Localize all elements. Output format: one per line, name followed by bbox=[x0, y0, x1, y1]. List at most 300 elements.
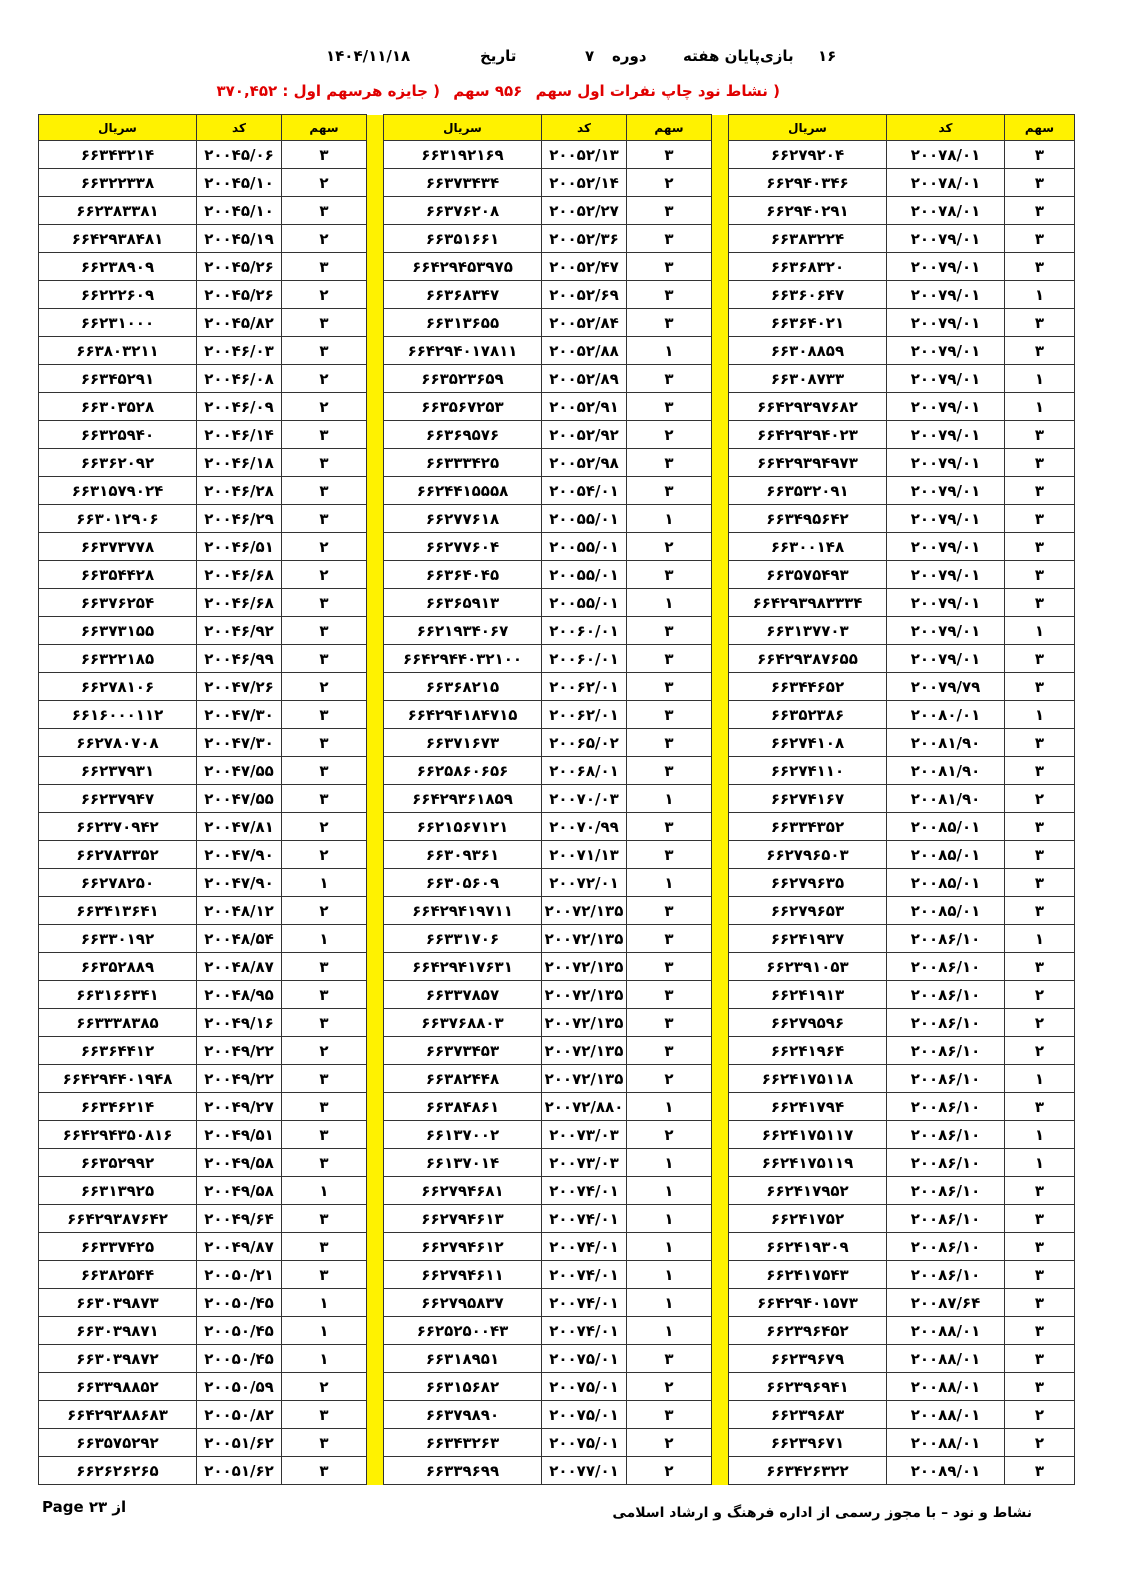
col-header-share: سهم bbox=[1005, 115, 1075, 141]
cell-serial: ۶۶۱۳۷۰۰۲ bbox=[384, 1121, 542, 1149]
cell-serial: ۶۶۴۲۹۳۸۸۶۸۳ bbox=[39, 1401, 197, 1429]
cell-code: ۲۰۰۷۹/۰۱ bbox=[887, 309, 1005, 337]
cell-serial: ۶۶۳۴۵۲۹۱ bbox=[39, 365, 197, 393]
table-row bbox=[39, 309, 1075, 337]
col-header-share: سهم bbox=[282, 115, 367, 141]
cell-share: ۲ bbox=[282, 365, 367, 393]
cell-share: ۲ bbox=[282, 1037, 367, 1065]
column-separator bbox=[367, 365, 384, 393]
cell-code: ۲۰۰۶۵/۰۲ bbox=[542, 729, 627, 757]
cell-share: ۳ bbox=[1005, 449, 1075, 477]
table-row bbox=[39, 169, 1075, 197]
cell-code: ۲۰۰۸۶/۱۰ bbox=[887, 981, 1005, 1009]
cell-share: ۳ bbox=[627, 309, 712, 337]
cell-code: ۲۰۰۷۹/۰۱ bbox=[887, 589, 1005, 617]
cell-serial: ۶۶۳۵۴۴۲۸ bbox=[39, 561, 197, 589]
cell-serial: ۶۶۴۲۹۳۹۷۶۸۲ bbox=[729, 393, 887, 421]
cell-code: ۲۰۰۸۶/۱۰ bbox=[887, 1009, 1005, 1037]
column-separator bbox=[367, 1429, 384, 1457]
column-separator bbox=[712, 729, 729, 757]
column-separator bbox=[712, 1149, 729, 1177]
column-separator bbox=[712, 1457, 729, 1485]
cell-serial: ۶۶۲۷۴۱۶۷ bbox=[729, 785, 887, 813]
cell-code: ۲۰۰۴۸/۸۷ bbox=[197, 953, 282, 981]
cell-serial: ۶۶۴۲۹۴۱۸۴۷۱۵ bbox=[384, 701, 542, 729]
cell-code: ۲۰۰۴۶/۰۳ bbox=[197, 337, 282, 365]
cell-share: ۳ bbox=[1005, 169, 1075, 197]
cell-share: ۳ bbox=[1005, 253, 1075, 281]
cell-serial: ۶۶۳۲۲۳۳۸ bbox=[39, 169, 197, 197]
cell-share: ۳ bbox=[282, 1233, 367, 1261]
cell-serial: ۶۶۳۶۰۶۴۷ bbox=[729, 281, 887, 309]
cell-share: ۲ bbox=[282, 897, 367, 925]
column-separator bbox=[367, 1093, 384, 1121]
col-header-serial: سریال bbox=[729, 115, 887, 141]
cell-serial: ۶۶۲۴۱۷۹۴ bbox=[729, 1093, 887, 1121]
column-separator bbox=[712, 365, 729, 393]
cell-code: ۲۰۰۵۱/۶۲ bbox=[197, 1457, 282, 1485]
cell-serial: ۶۶۳۴۹۵۶۴۲ bbox=[729, 505, 887, 533]
cell-serial: ۶۶۲۲۲۶۰۹ bbox=[39, 281, 197, 309]
cell-share: ۳ bbox=[1005, 841, 1075, 869]
table-row bbox=[39, 925, 1075, 953]
cell-serial: ۶۶۳۸۴۸۶۱ bbox=[384, 1093, 542, 1121]
table-row bbox=[39, 1177, 1075, 1205]
cell-share: ۱ bbox=[1005, 617, 1075, 645]
cell-share: ۳ bbox=[282, 1261, 367, 1289]
cell-share: ۳ bbox=[1005, 141, 1075, 169]
column-separator bbox=[712, 281, 729, 309]
cell-code: ۲۰۰۸۱/۹۰ bbox=[887, 757, 1005, 785]
column-separator bbox=[367, 1457, 384, 1485]
cell-share: ۳ bbox=[282, 1429, 367, 1457]
cell-serial: ۶۶۳۳۹۸۸۵۲ bbox=[39, 1373, 197, 1401]
cell-serial: ۶۶۲۳۷۹۴۷ bbox=[39, 785, 197, 813]
cell-serial: ۶۶۳۵۲۸۸۹ bbox=[39, 953, 197, 981]
cell-code: ۲۰۰۴۸/۵۴ bbox=[197, 925, 282, 953]
column-separator bbox=[367, 449, 384, 477]
table-row bbox=[39, 1233, 1075, 1261]
cell-share: ۳ bbox=[627, 729, 712, 757]
cell-code: ۲۰۰۷۹/۰۱ bbox=[887, 253, 1005, 281]
cell-code: ۲۰۰۵۱/۶۲ bbox=[197, 1429, 282, 1457]
cell-share: ۲ bbox=[1005, 1401, 1075, 1429]
table-row bbox=[39, 1401, 1075, 1429]
cell-serial: ۶۶۲۷۹۴۶۱۲ bbox=[384, 1233, 542, 1261]
cell-share: ۳ bbox=[282, 953, 367, 981]
cell-share: ۳ bbox=[1005, 1317, 1075, 1345]
cell-code: ۲۰۰۴۶/۲۹ bbox=[197, 505, 282, 533]
column-separator bbox=[367, 925, 384, 953]
cell-code: ۲۰۰۴۹/۱۶ bbox=[197, 1009, 282, 1037]
cell-code: ۲۰۰۷۴/۰۱ bbox=[542, 1177, 627, 1205]
cell-serial: ۶۶۴۲۹۴۰۱۵۷۳ bbox=[729, 1289, 887, 1317]
cell-serial: ۶۶۳۱۶۶۳۴۱ bbox=[39, 981, 197, 1009]
cell-share: ۳ bbox=[1005, 869, 1075, 897]
column-separator bbox=[712, 1317, 729, 1345]
cell-serial: ۶۶۳۰۱۲۹۰۶ bbox=[39, 505, 197, 533]
cell-share: ۲ bbox=[282, 813, 367, 841]
prize-info-title: ( نشاط نود چاپ نفرات اول سهم bbox=[535, 82, 780, 100]
table-row bbox=[39, 869, 1075, 897]
cell-share: ۲ bbox=[282, 393, 367, 421]
cell-share: ۳ bbox=[627, 813, 712, 841]
cell-share: ۲ bbox=[1005, 981, 1075, 1009]
cell-share: ۱ bbox=[627, 785, 712, 813]
cell-serial: ۶۶۳۴۲۶۳۲۲ bbox=[729, 1457, 887, 1485]
table-header-row bbox=[39, 115, 1075, 141]
column-separator bbox=[367, 225, 384, 253]
table-row bbox=[39, 785, 1075, 813]
cell-code: ۲۰۰۵۵/۰۱ bbox=[542, 561, 627, 589]
cell-share: ۱ bbox=[282, 1317, 367, 1345]
table-body bbox=[39, 141, 1075, 1485]
cell-code: ۲۰۰۸۱/۹۰ bbox=[887, 785, 1005, 813]
cell-code: ۲۰۰۷۸/۰۱ bbox=[887, 141, 1005, 169]
cell-serial: ۶۶۲۱۵۶۷۱۲۱ bbox=[384, 813, 542, 841]
cell-serial: ۶۶۳۶۴۴۱۲ bbox=[39, 1037, 197, 1065]
column-separator bbox=[712, 1261, 729, 1289]
cell-share: ۳ bbox=[627, 1345, 712, 1373]
cell-serial: ۶۶۳۳۱۷۰۶ bbox=[384, 925, 542, 953]
cell-code: ۲۰۰۸۶/۱۰ bbox=[887, 1065, 1005, 1093]
column-separator bbox=[367, 115, 384, 141]
cell-share: ۳ bbox=[627, 673, 712, 701]
cell-share: ۱ bbox=[282, 1289, 367, 1317]
col-header-serial: سریال bbox=[39, 115, 197, 141]
cell-share: ۳ bbox=[282, 505, 367, 533]
cell-serial: ۶۶۲۳۷۹۳۱ bbox=[39, 757, 197, 785]
table-row bbox=[39, 1317, 1075, 1345]
cell-serial: ۶۶۳۷۳۱۵۵ bbox=[39, 617, 197, 645]
cell-serial: ۶۶۴۲۹۳۹۸۳۳۳۴ bbox=[729, 589, 887, 617]
table-row bbox=[39, 1037, 1075, 1065]
cell-serial: ۶۶۲۷۹۴۶۱۱ bbox=[384, 1261, 542, 1289]
table-row bbox=[39, 1457, 1075, 1485]
cell-serial: ۶۶۲۳۹۶۷۱ bbox=[729, 1429, 887, 1457]
column-separator bbox=[367, 617, 384, 645]
column-separator bbox=[712, 1009, 729, 1037]
cell-serial: ۶۶۳۷۱۶۷۳ bbox=[384, 729, 542, 757]
cell-serial: ۶۶۴۲۹۳۶۱۸۵۹ bbox=[384, 785, 542, 813]
column-separator bbox=[367, 1121, 384, 1149]
cell-serial: ۶۶۳۵۶۷۲۵۳ bbox=[384, 393, 542, 421]
column-separator bbox=[367, 813, 384, 841]
cell-code: ۲۰۰۸۵/۰۱ bbox=[887, 813, 1005, 841]
cell-serial: ۶۶۲۴۴۱۵۵۵۸ bbox=[384, 477, 542, 505]
cell-serial: ۶۶۲۷۸۱۰۶ bbox=[39, 673, 197, 701]
cell-share: ۲ bbox=[1005, 1429, 1075, 1457]
cell-share: ۲ bbox=[627, 1065, 712, 1093]
cell-serial: ۶۶۲۵۸۶۰۶۵۶ bbox=[384, 757, 542, 785]
cell-code: ۲۰۰۸۷/۶۴ bbox=[887, 1289, 1005, 1317]
cell-share: ۳ bbox=[627, 925, 712, 953]
cell-serial: ۶۶۳۷۹۸۹۰ bbox=[384, 1401, 542, 1429]
cell-share: ۱ bbox=[627, 1177, 712, 1205]
cell-code: ۲۰۰۵۰/۸۲ bbox=[197, 1401, 282, 1429]
table-row bbox=[39, 421, 1075, 449]
cell-code: ۲۰۰۷۹/۰۱ bbox=[887, 365, 1005, 393]
table-row bbox=[39, 757, 1075, 785]
cell-serial: ۶۶۲۳۸۳۳۸۱ bbox=[39, 197, 197, 225]
cell-code: ۲۰۰۵۵/۰۱ bbox=[542, 589, 627, 617]
cell-share: ۳ bbox=[282, 253, 367, 281]
cell-code: ۲۰۰۵۲/۱۴ bbox=[542, 169, 627, 197]
cell-share: ۳ bbox=[627, 477, 712, 505]
column-separator bbox=[712, 1429, 729, 1457]
cell-serial: ۶۶۳۰۰۱۴۸ bbox=[729, 533, 887, 561]
column-separator bbox=[712, 701, 729, 729]
column-separator bbox=[712, 421, 729, 449]
table-row bbox=[39, 701, 1075, 729]
cell-serial: ۶۶۲۴۱۷۵۴۳ bbox=[729, 1261, 887, 1289]
table-row bbox=[39, 337, 1075, 365]
cell-share: ۳ bbox=[1005, 561, 1075, 589]
column-separator bbox=[367, 561, 384, 589]
cell-serial: ۶۶۳۵۲۳۶۵۹ bbox=[384, 365, 542, 393]
cell-serial: ۶۶۳۴۶۲۱۴ bbox=[39, 1093, 197, 1121]
cell-share: ۳ bbox=[1005, 533, 1075, 561]
column-separator bbox=[367, 141, 384, 169]
cell-code: ۲۰۰۷۲/۱۳۵ bbox=[542, 1037, 627, 1065]
cell-code: ۲۰۰۴۵/۱۹ bbox=[197, 225, 282, 253]
license-footer: نشاط و نود – با مجوز رسمی از اداره فرهنگ و ارشاد اسلامی bbox=[612, 1505, 1032, 1521]
column-separator bbox=[367, 981, 384, 1009]
column-separator bbox=[712, 1401, 729, 1429]
cell-share: ۱ bbox=[627, 1149, 712, 1177]
cell-share: ۲ bbox=[627, 533, 712, 561]
cell-code: ۲۰۰۴۷/۵۵ bbox=[197, 785, 282, 813]
cell-code: ۲۰۰۴۶/۱۸ bbox=[197, 449, 282, 477]
cell-code: ۲۰۰۷۹/۰۱ bbox=[887, 533, 1005, 561]
column-separator bbox=[367, 645, 384, 673]
cell-serial: ۶۶۳۳۷۴۲۵ bbox=[39, 1233, 197, 1261]
cell-code: ۲۰۰۴۷/۹۰ bbox=[197, 841, 282, 869]
cell-share: ۱ bbox=[1005, 365, 1075, 393]
cell-code: ۲۰۰۷۳/۰۳ bbox=[542, 1121, 627, 1149]
cell-serial: ۶۶۳۵۲۳۸۶ bbox=[729, 701, 887, 729]
cell-share: ۳ bbox=[1005, 1261, 1075, 1289]
cell-code: ۲۰۰۴۷/۳۰ bbox=[197, 729, 282, 757]
table-row bbox=[39, 1065, 1075, 1093]
cell-serial: ۶۶۳۶۹۵۷۶ bbox=[384, 421, 542, 449]
cell-serial: ۶۶۲۱۹۳۴۰۶۷ bbox=[384, 617, 542, 645]
column-separator bbox=[367, 757, 384, 785]
cell-serial: ۶۶۳۱۳۶۵۵ bbox=[384, 309, 542, 337]
cell-code: ۲۰۰۸۶/۱۰ bbox=[887, 925, 1005, 953]
cell-serial: ۶۶۳۶۲۰۹۲ bbox=[39, 449, 197, 477]
cell-code: ۲۰۰۴۶/۹۹ bbox=[197, 645, 282, 673]
cell-code: ۲۰۰۸۶/۱۰ bbox=[887, 953, 1005, 981]
cell-share: ۳ bbox=[282, 617, 367, 645]
cell-code: ۲۰۰۸۶/۱۰ bbox=[887, 1177, 1005, 1205]
cell-code: ۲۰۰۸۸/۰۱ bbox=[887, 1401, 1005, 1429]
cell-serial: ۶۶۴۲۹۳۸۴۸۱ bbox=[39, 225, 197, 253]
cell-code: ۲۰۰۸۸/۰۱ bbox=[887, 1429, 1005, 1457]
cell-serial: ۶۶۴۲۹۴۵۳۹۷۵ bbox=[384, 253, 542, 281]
column-separator bbox=[367, 505, 384, 533]
cell-code: ۲۰۰۴۶/۵۱ bbox=[197, 533, 282, 561]
table-row bbox=[39, 1289, 1075, 1317]
table-row bbox=[39, 1429, 1075, 1457]
cell-share: ۳ bbox=[627, 365, 712, 393]
column-separator bbox=[712, 925, 729, 953]
cell-code: ۲۰۰۸۵/۰۱ bbox=[887, 841, 1005, 869]
cell-code: ۲۰۰۴۶/۰۹ bbox=[197, 393, 282, 421]
cell-share: ۳ bbox=[627, 953, 712, 981]
cell-code: ۲۰۰۸۸/۰۱ bbox=[887, 1345, 1005, 1373]
cell-serial: ۶۶۲۷۹۵۹۶ bbox=[729, 1009, 887, 1037]
column-separator bbox=[712, 309, 729, 337]
column-separator bbox=[367, 169, 384, 197]
cell-serial: ۶۶۳۳۳۸۳۸۵ bbox=[39, 1009, 197, 1037]
cell-serial: ۶۶۳۱۵۷۹۰۲۴ bbox=[39, 477, 197, 505]
cell-share: ۱ bbox=[1005, 1065, 1075, 1093]
column-separator bbox=[712, 449, 729, 477]
cell-serial: ۶۶۳۶۴۰۴۵ bbox=[384, 561, 542, 589]
cell-code: ۲۰۰۷۰/۰۳ bbox=[542, 785, 627, 813]
cell-serial: ۶۶۲۷۸۲۵۰ bbox=[39, 869, 197, 897]
cell-code: ۲۰۰۸۵/۰۱ bbox=[887, 869, 1005, 897]
cell-serial: ۶۶۳۱۵۶۸۲ bbox=[384, 1373, 542, 1401]
column-separator bbox=[367, 197, 384, 225]
cell-code: ۲۰۰۷۰/۹۹ bbox=[542, 813, 627, 841]
cell-serial: ۶۶۲۴۱۷۵۲ bbox=[729, 1205, 887, 1233]
table-row bbox=[39, 1093, 1075, 1121]
column-separator bbox=[367, 729, 384, 757]
column-separator bbox=[712, 1289, 729, 1317]
column-separator bbox=[367, 421, 384, 449]
column-separator bbox=[367, 393, 384, 421]
cell-code: ۲۰۰۵۵/۰۱ bbox=[542, 505, 627, 533]
cell-code: ۲۰۰۵۲/۱۳ bbox=[542, 141, 627, 169]
cell-share: ۱ bbox=[1005, 393, 1075, 421]
column-separator bbox=[712, 1205, 729, 1233]
col-header-code: کد bbox=[887, 115, 1005, 141]
cell-serial: ۶۶۳۵۷۵۴۹۳ bbox=[729, 561, 887, 589]
results-table bbox=[38, 114, 1075, 1485]
table-row bbox=[39, 1121, 1075, 1149]
cell-code: ۲۰۰۷۲/۰۱ bbox=[542, 869, 627, 897]
cell-serial: ۶۶۲۶۲۶۲۶۵ bbox=[39, 1457, 197, 1485]
cell-share: ۱ bbox=[1005, 1121, 1075, 1149]
cell-share: ۲ bbox=[282, 561, 367, 589]
cell-share: ۳ bbox=[627, 617, 712, 645]
cell-serial: ۶۶۳۳۰۱۹۲ bbox=[39, 925, 197, 953]
cell-code: ۲۰۰۷۹/۰۱ bbox=[887, 225, 1005, 253]
cell-serial: ۶۶۲۷۹۶۵۰۳ bbox=[729, 841, 887, 869]
cell-serial: ۶۶۲۳۱۰۰۰ bbox=[39, 309, 197, 337]
column-separator bbox=[712, 393, 729, 421]
table-row bbox=[39, 281, 1075, 309]
cell-share: ۳ bbox=[282, 309, 367, 337]
cell-share: ۱ bbox=[282, 869, 367, 897]
cell-serial: ۶۶۳۸۲۴۴۸ bbox=[384, 1065, 542, 1093]
cell-code: ۲۰۰۷۳/۰۳ bbox=[542, 1149, 627, 1177]
table-row bbox=[39, 1009, 1075, 1037]
column-separator bbox=[367, 785, 384, 813]
cell-code: ۲۰۰۷۵/۰۱ bbox=[542, 1401, 627, 1429]
cell-share: ۳ bbox=[282, 1009, 367, 1037]
cell-serial: ۶۶۳۰۳۹۸۷۱ bbox=[39, 1317, 197, 1345]
column-separator bbox=[367, 1233, 384, 1261]
cell-serial: ۶۶۲۴۱۷۹۵۲ bbox=[729, 1177, 887, 1205]
cell-share: ۲ bbox=[282, 281, 367, 309]
cell-serial: ۶۶۴۲۹۴۱۷۶۳۱ bbox=[384, 953, 542, 981]
cell-code: ۲۰۰۴۶/۲۸ bbox=[197, 477, 282, 505]
cell-code: ۲۰۰۷۹/۷۹ bbox=[887, 673, 1005, 701]
cell-serial: ۶۶۲۹۴۰۳۴۶ bbox=[729, 169, 887, 197]
cell-share: ۳ bbox=[627, 1401, 712, 1429]
cell-code: ۲۰۰۷۹/۰۱ bbox=[887, 617, 1005, 645]
cell-share: ۳ bbox=[282, 589, 367, 617]
cell-code: ۲۰۰۷۲/۱۳۵ bbox=[542, 897, 627, 925]
cell-share: ۱ bbox=[627, 589, 712, 617]
column-separator bbox=[712, 1121, 729, 1149]
cell-share: ۱ bbox=[627, 337, 712, 365]
column-separator bbox=[367, 1177, 384, 1205]
table-row bbox=[39, 477, 1075, 505]
column-separator bbox=[367, 589, 384, 617]
column-separator bbox=[712, 505, 729, 533]
cell-share: ۳ bbox=[1005, 757, 1075, 785]
cell-code: ۲۰۰۷۸/۰۱ bbox=[887, 169, 1005, 197]
cell-serial: ۶۶۱۶۰۰۰۱۱۲ bbox=[39, 701, 197, 729]
cell-code: ۲۰۰۷۹/۰۱ bbox=[887, 393, 1005, 421]
cell-share: ۳ bbox=[282, 729, 367, 757]
cell-serial: ۶۶۲۷۹۶۵۳ bbox=[729, 897, 887, 925]
column-separator bbox=[367, 897, 384, 925]
cell-serial: ۶۶۲۹۴۰۲۹۱ bbox=[729, 197, 887, 225]
cell-serial: ۶۶۳۰۸۷۳۳ bbox=[729, 365, 887, 393]
game-title: بازی‌پایان هفته bbox=[683, 47, 794, 65]
table-row bbox=[39, 365, 1075, 393]
cell-share: ۳ bbox=[627, 897, 712, 925]
cell-serial: ۶۶۳۰۳۹۸۷۲ bbox=[39, 1345, 197, 1373]
cell-serial: ۶۶۳۱۹۲۱۶۹ bbox=[384, 141, 542, 169]
date-value: ۱۴۰۴/۱۱/۱۸ bbox=[326, 47, 411, 65]
cell-code: ۲۰۰۸۶/۱۰ bbox=[887, 1261, 1005, 1289]
cell-share: ۳ bbox=[1005, 1233, 1075, 1261]
cell-share: ۳ bbox=[1005, 1289, 1075, 1317]
cell-code: ۲۰۰۴۹/۵۸ bbox=[197, 1149, 282, 1177]
cell-share: ۳ bbox=[282, 757, 367, 785]
table-row bbox=[39, 1345, 1075, 1373]
cell-code: ۲۰۰۵۲/۳۶ bbox=[542, 225, 627, 253]
cell-share: ۳ bbox=[627, 757, 712, 785]
cell-serial: ۶۶۲۷۴۱۰۸ bbox=[729, 729, 887, 757]
cell-code: ۲۰۰۴۹/۵۱ bbox=[197, 1121, 282, 1149]
cell-code: ۲۰۰۷۵/۰۱ bbox=[542, 1429, 627, 1457]
column-separator bbox=[712, 785, 729, 813]
cell-code: ۲۰۰۵۰/۴۵ bbox=[197, 1345, 282, 1373]
cell-serial: ۶۶۲۴۱۹۶۴ bbox=[729, 1037, 887, 1065]
cell-share: ۱ bbox=[282, 1345, 367, 1373]
cell-share: ۳ bbox=[282, 1065, 367, 1093]
cell-serial: ۶۶۲۳۹۶۷۹ bbox=[729, 1345, 887, 1373]
cell-serial: ۶۶۳۰۹۳۶۱ bbox=[384, 841, 542, 869]
table-row bbox=[39, 953, 1075, 981]
cell-serial: ۶۶۳۴۳۲۱۴ bbox=[39, 141, 197, 169]
table-row bbox=[39, 1205, 1075, 1233]
cell-share: ۳ bbox=[282, 449, 367, 477]
cell-share: ۳ bbox=[1005, 477, 1075, 505]
cell-code: ۲۰۰۴۹/۸۷ bbox=[197, 1233, 282, 1261]
cell-share: ۳ bbox=[1005, 1345, 1075, 1373]
cell-share: ۲ bbox=[282, 169, 367, 197]
cell-share: ۳ bbox=[282, 141, 367, 169]
cell-code: ۲۰۰۵۲/۸۴ bbox=[542, 309, 627, 337]
